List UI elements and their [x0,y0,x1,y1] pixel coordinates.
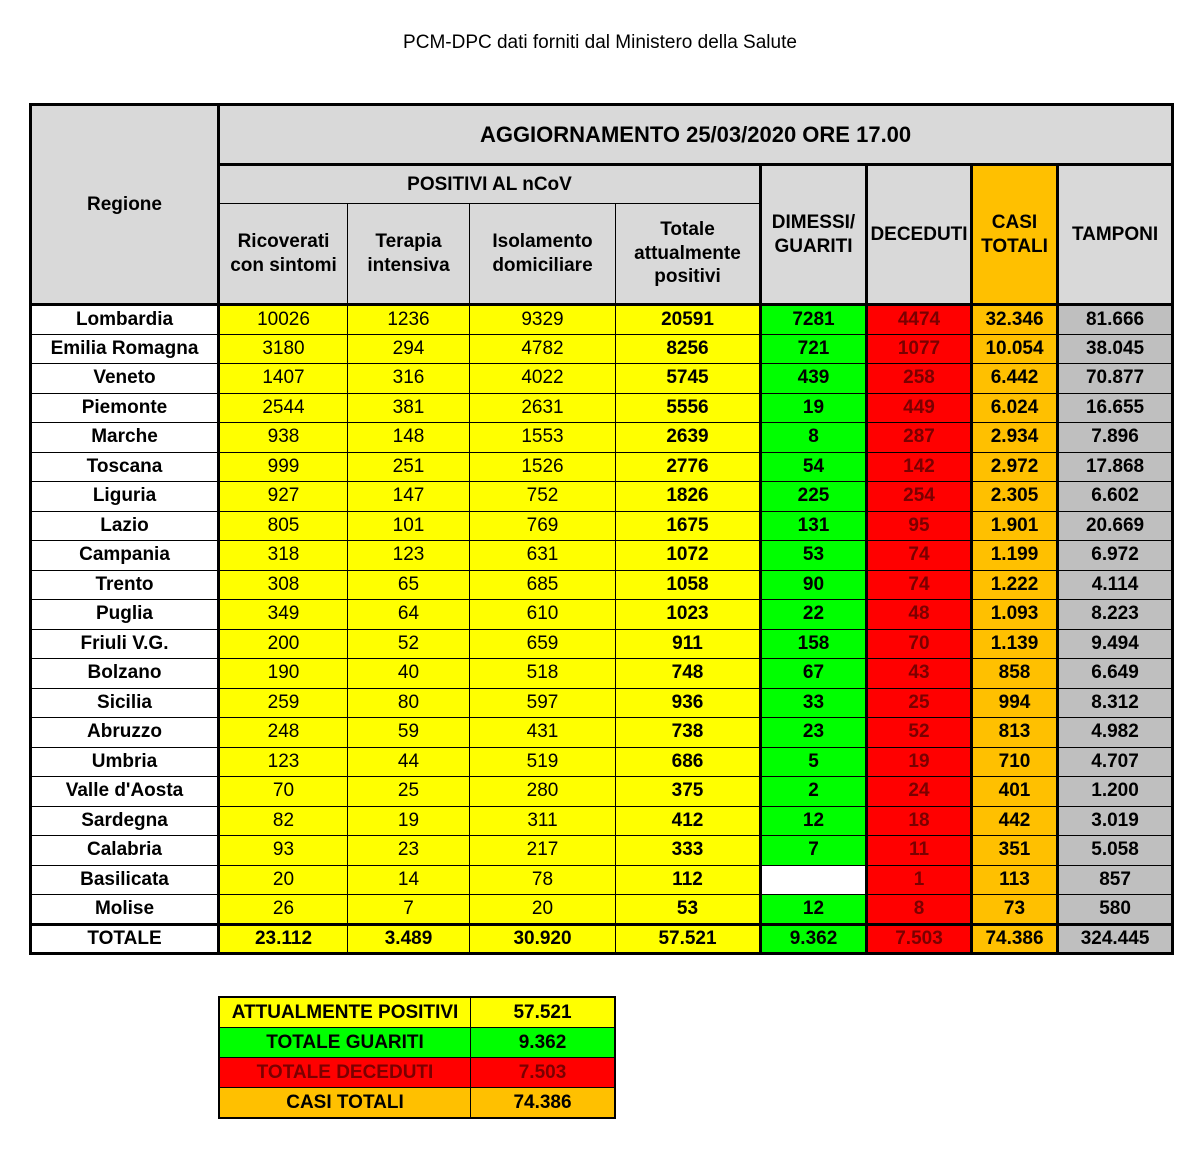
cell-deceduti: 449 [867,393,972,423]
cell-terapia: 101 [348,511,470,541]
table-row [31,452,1173,482]
table-row [31,718,1173,748]
cell-totale-positivi: 1826 [616,482,761,512]
cell-isolamento: 659 [470,629,616,659]
cell-casi-totali: 2.972 [972,452,1058,482]
cell-isolamento: 597 [470,688,616,718]
cell-ricoverati: 26 [219,895,348,925]
header-ricoverati: Ricoverati con sintomi [219,204,348,305]
cell-totale-positivi: 333 [616,836,761,866]
cell-ricoverati: 3180 [219,334,348,364]
cell-deceduti: 24 [867,777,972,807]
cell-casi-totali: 351 [972,836,1058,866]
cell-deceduti: 142 [867,452,972,482]
cell-terapia: 147 [348,482,470,512]
cell-deceduti: 7.503 [867,924,972,954]
cell-regione: Molise [31,895,219,925]
cell-tamponi: 6.602 [1058,482,1173,512]
cell-regione: Sicilia [31,688,219,718]
cell-dimessi [761,865,867,895]
cell-dimessi: 7281 [761,305,867,335]
cell-isolamento: 431 [470,718,616,748]
cell-regione: Lazio [31,511,219,541]
cell-terapia: 19 [348,806,470,836]
summary-row-casi [219,1088,615,1119]
cell-deceduti: 287 [867,423,972,453]
cell-tamponi: 580 [1058,895,1173,925]
cell-casi-totali: 113 [972,865,1058,895]
cell-totale-positivi: 53 [616,895,761,925]
table-row [31,541,1173,571]
cell-regione: Lombardia [31,305,219,335]
cell-tamponi: 1.200 [1058,777,1173,807]
cell-terapia: 52 [348,629,470,659]
table-row [31,865,1173,895]
cell-regione: TOTALE [31,924,219,954]
cell-ricoverati: 2544 [219,393,348,423]
cell-dimessi: 7 [761,836,867,866]
cell-totale-positivi: 738 [616,718,761,748]
cell-deceduti: 8 [867,895,972,925]
header-positivi: POSITIVI AL nCoV [219,165,761,204]
table-row [31,659,1173,689]
cell-terapia: 44 [348,747,470,777]
cell-casi-totali: 710 [972,747,1058,777]
cell-tamponi: 9.494 [1058,629,1173,659]
cell-terapia: 381 [348,393,470,423]
cell-dimessi: 439 [761,364,867,394]
cell-deceduti: 25 [867,688,972,718]
cell-terapia: 251 [348,452,470,482]
cell-casi-totali: 401 [972,777,1058,807]
table-row [31,777,1173,807]
cell-dimessi: 53 [761,541,867,571]
cell-regione: Sardegna [31,806,219,836]
cell-tamponi: 81.666 [1058,305,1173,335]
cell-totale-positivi: 686 [616,747,761,777]
cell-regione: Toscana [31,452,219,482]
cell-casi-totali: 858 [972,659,1058,689]
cell-casi-totali: 73 [972,895,1058,925]
cell-deceduti: 11 [867,836,972,866]
summary-value: 7.503 [471,1058,616,1088]
cell-tamponi: 4.114 [1058,570,1173,600]
cell-totale-positivi: 2776 [616,452,761,482]
cell-regione: Puglia [31,600,219,630]
cell-isolamento: 311 [470,806,616,836]
cell-regione: Liguria [31,482,219,512]
header-isolamento: Isolamento domiciliare [470,204,616,305]
cell-ricoverati: 999 [219,452,348,482]
cell-casi-totali: 32.346 [972,305,1058,335]
cell-casi-totali: 1.901 [972,511,1058,541]
cell-deceduti: 74 [867,570,972,600]
cell-isolamento: 519 [470,747,616,777]
table-row [31,747,1173,777]
cell-totale-positivi: 1675 [616,511,761,541]
cell-terapia: 64 [348,600,470,630]
cell-isolamento: 4782 [470,334,616,364]
cell-deceduti: 1 [867,865,972,895]
cell-tamponi: 857 [1058,865,1173,895]
table-row [31,364,1173,394]
summary-label: CASI TOTALI [219,1088,471,1119]
cell-dimessi: 90 [761,570,867,600]
cell-totale-positivi: 57.521 [616,924,761,954]
cell-totale-positivi: 112 [616,865,761,895]
table-row [31,393,1173,423]
cell-terapia: 65 [348,570,470,600]
cell-dimessi: 12 [761,895,867,925]
cell-ricoverati: 318 [219,541,348,571]
cell-regione: Bolzano [31,659,219,689]
cell-isolamento: 1553 [470,423,616,453]
cell-dimessi: 54 [761,452,867,482]
table-row-totale [31,924,1173,954]
cell-deceduti: 48 [867,600,972,630]
cell-terapia: 123 [348,541,470,571]
cell-isolamento: 2631 [470,393,616,423]
cell-ricoverati: 938 [219,423,348,453]
cell-dimessi: 33 [761,688,867,718]
cell-casi-totali: 1.139 [972,629,1058,659]
cell-terapia: 316 [348,364,470,394]
cell-isolamento: 518 [470,659,616,689]
header-terapia: Terapia intensiva [348,204,470,305]
cell-deceduti: 258 [867,364,972,394]
cell-dimessi: 9.362 [761,924,867,954]
cell-isolamento: 9329 [470,305,616,335]
summary-row-deceduti [219,1058,615,1088]
header-tamponi: TAMPONI [1058,165,1173,305]
cell-dimessi: 158 [761,629,867,659]
cell-ricoverati: 349 [219,600,348,630]
cell-ricoverati: 248 [219,718,348,748]
cell-isolamento: 631 [470,541,616,571]
cell-isolamento: 30.920 [470,924,616,954]
table-row [31,895,1173,925]
cell-regione: Veneto [31,364,219,394]
table-body [31,305,1173,954]
cell-terapia: 23 [348,836,470,866]
cell-totale-positivi: 1023 [616,600,761,630]
cell-dimessi: 5 [761,747,867,777]
cell-isolamento: 1526 [470,452,616,482]
cell-deceduti: 95 [867,511,972,541]
table-row [31,482,1173,512]
table-row [31,600,1173,630]
header-deceduti: DECEDUTI [867,165,972,305]
cell-totale-positivi: 1058 [616,570,761,600]
table-row [31,806,1173,836]
cell-casi-totali: 1.093 [972,600,1058,630]
cell-terapia: 294 [348,334,470,364]
cell-isolamento: 610 [470,600,616,630]
cell-casi-totali: 813 [972,718,1058,748]
cell-isolamento: 685 [470,570,616,600]
table-row [31,836,1173,866]
table-row [31,334,1173,364]
cell-tamponi: 5.058 [1058,836,1173,866]
cell-totale-positivi: 1072 [616,541,761,571]
cell-casi-totali: 1.222 [972,570,1058,600]
cell-dimessi: 721 [761,334,867,364]
cell-isolamento: 280 [470,777,616,807]
cell-ricoverati: 259 [219,688,348,718]
cell-tamponi: 6.649 [1058,659,1173,689]
cell-deceduti: 19 [867,747,972,777]
cell-deceduti: 74 [867,541,972,571]
cell-ricoverati: 805 [219,511,348,541]
cell-totale-positivi: 911 [616,629,761,659]
summary-label: ATTUALMENTE POSITIVI [219,997,471,1028]
cell-ricoverati: 190 [219,659,348,689]
cell-regione: Friuli V.G. [31,629,219,659]
cell-ricoverati: 93 [219,836,348,866]
cell-terapia: 14 [348,865,470,895]
summary-value: 57.521 [471,997,616,1028]
cell-deceduti: 1077 [867,334,972,364]
cell-dimessi: 8 [761,423,867,453]
cell-regione: Abruzzo [31,718,219,748]
cell-deceduti: 254 [867,482,972,512]
header-casi-totali: CASI TOTALI [972,165,1058,305]
cell-dimessi: 67 [761,659,867,689]
summary-label: TOTALE DECEDUTI [219,1058,471,1088]
cell-tamponi: 8.223 [1058,600,1173,630]
summary-label: TOTALE GUARITI [219,1028,471,1058]
cell-totale-positivi: 20591 [616,305,761,335]
cell-ricoverati: 70 [219,777,348,807]
regional-data-table [29,103,1174,955]
cell-terapia: 148 [348,423,470,453]
cell-casi-totali: 442 [972,806,1058,836]
header-regione: Regione [31,105,219,305]
cell-totale-positivi: 748 [616,659,761,689]
cell-totale-positivi: 8256 [616,334,761,364]
cell-terapia: 25 [348,777,470,807]
cell-regione: Trento [31,570,219,600]
cell-casi-totali: 10.054 [972,334,1058,364]
cell-tamponi: 17.868 [1058,452,1173,482]
cell-deceduti: 70 [867,629,972,659]
cell-casi-totali: 994 [972,688,1058,718]
cell-tamponi: 3.019 [1058,806,1173,836]
cell-terapia: 1236 [348,305,470,335]
cell-ricoverati: 10026 [219,305,348,335]
cell-casi-totali: 6.442 [972,364,1058,394]
cell-tamponi: 4.707 [1058,747,1173,777]
header-dimessi: DIMESSI/ GUARITI [761,165,867,305]
cell-casi-totali: 2.305 [972,482,1058,512]
cell-tamponi: 324.445 [1058,924,1173,954]
cell-casi-totali: 2.934 [972,423,1058,453]
cell-ricoverati: 927 [219,482,348,512]
cell-dimessi: 2 [761,777,867,807]
cell-isolamento: 4022 [470,364,616,394]
cell-isolamento: 769 [470,511,616,541]
cell-totale-positivi: 2639 [616,423,761,453]
table-row [31,688,1173,718]
cell-casi-totali: 1.199 [972,541,1058,571]
cell-dimessi: 12 [761,806,867,836]
cell-regione: Emilia Romagna [31,334,219,364]
summary-value: 9.362 [471,1028,616,1058]
cell-casi-totali: 74.386 [972,924,1058,954]
cell-totale-positivi: 5745 [616,364,761,394]
table-row [31,629,1173,659]
cell-dimessi: 131 [761,511,867,541]
cell-ricoverati: 1407 [219,364,348,394]
cell-deceduti: 52 [867,718,972,748]
cell-dimessi: 22 [761,600,867,630]
cell-tamponi: 70.877 [1058,364,1173,394]
cell-ricoverati: 200 [219,629,348,659]
cell-dimessi: 19 [761,393,867,423]
cell-ricoverati: 123 [219,747,348,777]
cell-tamponi: 6.972 [1058,541,1173,571]
table-row [31,423,1173,453]
cell-regione: Umbria [31,747,219,777]
cell-regione: Basilicata [31,865,219,895]
summary-value: 74.386 [471,1088,616,1119]
header-aggiornamento: AGGIORNAMENTO 25/03/2020 ORE 17.00 [219,105,1173,165]
cell-tamponi: 7.896 [1058,423,1173,453]
cell-terapia: 59 [348,718,470,748]
summary-row-positivi [219,997,615,1028]
cell-tamponi: 16.655 [1058,393,1173,423]
cell-totale-positivi: 412 [616,806,761,836]
cell-totale-positivi: 5556 [616,393,761,423]
cell-totale-positivi: 375 [616,777,761,807]
cell-terapia: 80 [348,688,470,718]
cell-tamponi: 8.312 [1058,688,1173,718]
table-row [31,511,1173,541]
cell-tamponi: 4.982 [1058,718,1173,748]
table-row [31,305,1173,335]
cell-terapia: 40 [348,659,470,689]
cell-deceduti: 43 [867,659,972,689]
cell-regione: Calabria [31,836,219,866]
cell-dimessi: 23 [761,718,867,748]
cell-tamponi: 20.669 [1058,511,1173,541]
header-totale-positivi: Totale attualmente positivi [616,204,761,305]
table-row [31,570,1173,600]
cell-regione: Piemonte [31,393,219,423]
source-caption: PCM-DPC dati forniti dal Ministero della Salute [403,32,797,53]
cell-terapia: 3.489 [348,924,470,954]
cell-regione: Marche [31,423,219,453]
cell-ricoverati: 23.112 [219,924,348,954]
cell-tamponi: 38.045 [1058,334,1173,364]
cell-totale-positivi: 936 [616,688,761,718]
cell-deceduti: 18 [867,806,972,836]
cell-isolamento: 217 [470,836,616,866]
cell-ricoverati: 82 [219,806,348,836]
cell-casi-totali: 6.024 [972,393,1058,423]
cell-deceduti: 4474 [867,305,972,335]
summary-row-guariti [219,1028,615,1058]
cell-dimessi: 225 [761,482,867,512]
cell-ricoverati: 308 [219,570,348,600]
cell-regione: Valle d'Aosta [31,777,219,807]
cell-isolamento: 20 [470,895,616,925]
cell-isolamento: 78 [470,865,616,895]
cell-regione: Campania [31,541,219,571]
summary-table [218,996,616,1119]
cell-ricoverati: 20 [219,865,348,895]
cell-terapia: 7 [348,895,470,925]
cell-isolamento: 752 [470,482,616,512]
